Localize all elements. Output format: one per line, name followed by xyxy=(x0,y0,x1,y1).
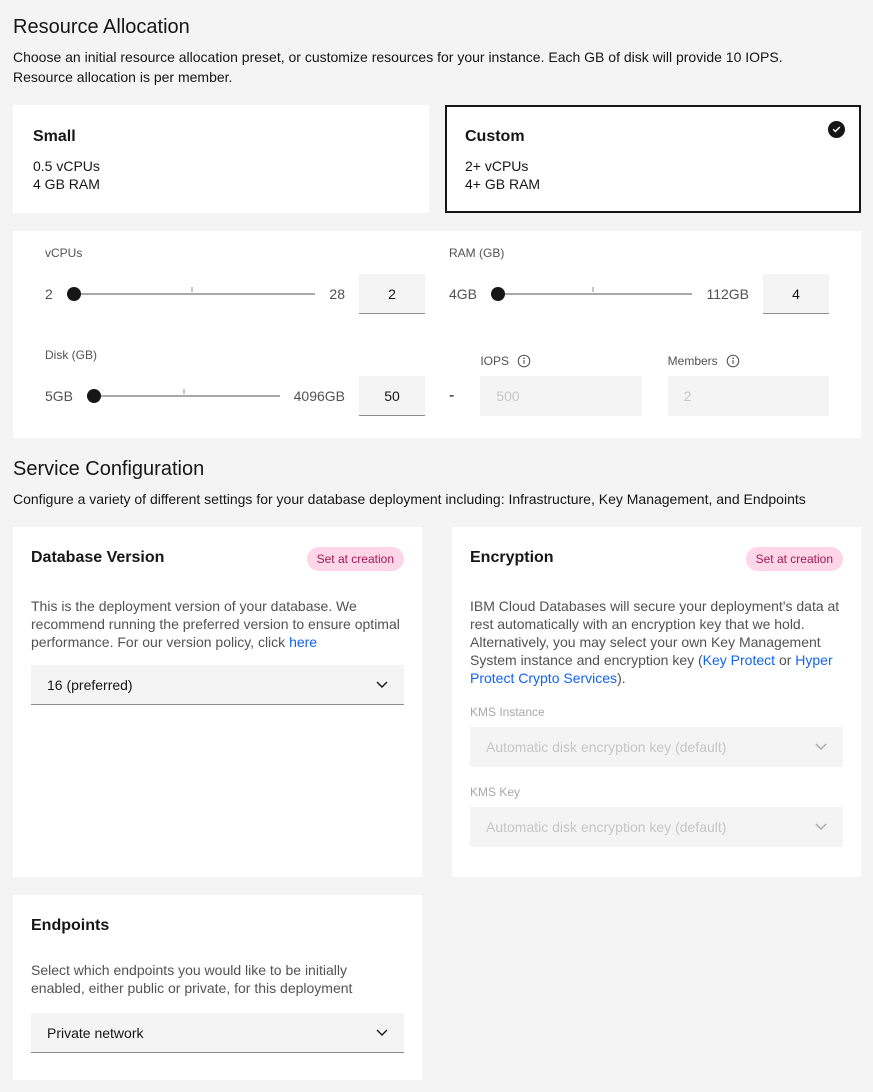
selected-check-icon xyxy=(828,121,845,138)
kms-key-dropdown xyxy=(470,807,843,847)
vcpus-slider[interactable] xyxy=(67,286,316,302)
vcpus-slider-block xyxy=(45,246,425,314)
endpoints-dropdown-value: Private network xyxy=(47,1024,144,1041)
slider-track-line xyxy=(67,293,316,295)
endpoints-description: Select which endpoints you would like to be initially enabled, either public or private, for this deployment xyxy=(31,962,353,996)
slider-midpoint-tick xyxy=(183,389,185,394)
chevron-down-icon xyxy=(815,743,827,751)
vcpus-label: vCPUs xyxy=(45,246,83,260)
iops-members-row xyxy=(449,354,829,416)
preset-card-small[interactable] xyxy=(13,105,429,213)
key-protect-link[interactable]: Key Protect xyxy=(702,652,776,668)
members-info-icon[interactable] xyxy=(726,354,740,368)
kms-key-dropdown-value: Automatic disk encryption key (default) xyxy=(486,819,727,835)
preset-card-custom[interactable] xyxy=(445,105,861,213)
vcpus-input[interactable] xyxy=(359,274,425,314)
slider-track-line xyxy=(491,293,692,295)
service-configuration-title: Service Configuration xyxy=(13,458,205,480)
ram-input[interactable] xyxy=(763,274,829,314)
slider-midpoint-tick xyxy=(592,287,594,292)
disk-slider[interactable] xyxy=(87,388,280,404)
preset-name: Custom xyxy=(465,128,525,145)
ram-max-label: 112GB xyxy=(706,286,749,302)
custom-resources-panel xyxy=(13,231,861,438)
chevron-down-icon xyxy=(376,681,388,689)
disk-slider-handle[interactable] xyxy=(87,389,101,403)
encryption-card xyxy=(452,527,861,877)
resource-allocation-title: Resource Allocation xyxy=(13,16,190,38)
slider-track-line xyxy=(87,395,280,397)
encryption-description: IBM Cloud Databases will secure your deployment's data at rest automatically with an encryption key that we hold. Alternatively, you may select your own Key Management System instance and encryption key (Key Protect or Hyper Protect Crypto Services). xyxy=(470,598,840,686)
preset-name: Small xyxy=(33,128,76,145)
chevron-down-icon xyxy=(376,1029,388,1037)
disk-iops-separator: - xyxy=(449,387,455,404)
preset-cards xyxy=(13,105,861,213)
kms-instance-dropdown-value: Automatic disk encryption key (default) xyxy=(486,739,727,755)
kms-instance-label: KMS Instance xyxy=(470,705,545,719)
hyper-protect-crypto-services-link[interactable]: Hyper Protect Crypto Services xyxy=(470,652,833,686)
chevron-down-icon xyxy=(815,823,827,831)
disk-label: Disk (GB) xyxy=(45,348,97,362)
endpoints-dropdown[interactable] xyxy=(31,1013,404,1053)
endpoints-card xyxy=(13,895,422,1080)
service-configuration-section xyxy=(13,458,861,1092)
database-version-description: This is the deployment version of your database. We recommend running the preferred version to ensure optimal performance. For our version policy, click here xyxy=(31,598,400,650)
encryption-title: Encryption xyxy=(470,549,554,566)
ram-slider-block xyxy=(449,246,829,314)
vcpus-max-label: 28 xyxy=(329,286,345,302)
members-input xyxy=(668,376,829,416)
disk-slider-block xyxy=(45,348,425,416)
database-version-dropdown-value: 16 (preferred) xyxy=(47,676,133,693)
database-version-card xyxy=(13,527,422,877)
preset-cpu: 2+ vCPUs xyxy=(465,158,529,174)
members-label: Members xyxy=(667,354,718,368)
disk-max-label: 4096GB xyxy=(293,388,345,404)
database-version-title: Database Version xyxy=(31,549,165,566)
resource-allocation-description: Choose an initial resource allocation preset, or customize resources for your instance. Each GB of disk will provide 10 IOPS. Resource allocation is per member. xyxy=(13,49,783,85)
ram-label: RAM (GB) xyxy=(449,246,505,260)
iops-field-group xyxy=(480,354,641,416)
database-version-dropdown[interactable] xyxy=(31,665,404,705)
preset-ram: 4+ GB RAM xyxy=(465,176,541,192)
ram-slider-handle[interactable] xyxy=(491,287,505,301)
preset-ram: 4 GB RAM xyxy=(33,176,100,192)
slider-midpoint-tick xyxy=(191,287,193,292)
version-policy-link[interactable]: here xyxy=(289,634,318,650)
disk-min-label: 5GB xyxy=(45,388,74,404)
iops-label: IOPS xyxy=(480,354,510,368)
endpoints-title: Endpoints xyxy=(31,917,110,934)
service-configuration-description: Configure a variety of different settings for your database deployment including: Infrastructure, Key Management, and Endpoints xyxy=(13,491,806,507)
ram-slider[interactable] xyxy=(491,286,692,302)
disk-input[interactable] xyxy=(359,376,425,416)
set-at-creation-tag: Set at creation xyxy=(746,547,843,571)
resource-allocation-section xyxy=(13,16,861,438)
iops-input xyxy=(480,376,641,416)
set-at-creation-tag: Set at creation xyxy=(307,547,404,571)
kms-instance-dropdown xyxy=(470,727,843,767)
kms-key-label: KMS Key xyxy=(470,785,521,799)
vcpus-min-label: 2 xyxy=(45,286,53,302)
preset-cpu: 0.5 vCPUs xyxy=(33,158,100,174)
iops-info-icon[interactable] xyxy=(517,354,531,368)
members-field-group xyxy=(668,354,829,416)
vcpus-slider-handle[interactable] xyxy=(67,287,81,301)
service-configuration-cards xyxy=(13,527,861,1092)
ram-min-label: 4GB xyxy=(449,286,478,302)
